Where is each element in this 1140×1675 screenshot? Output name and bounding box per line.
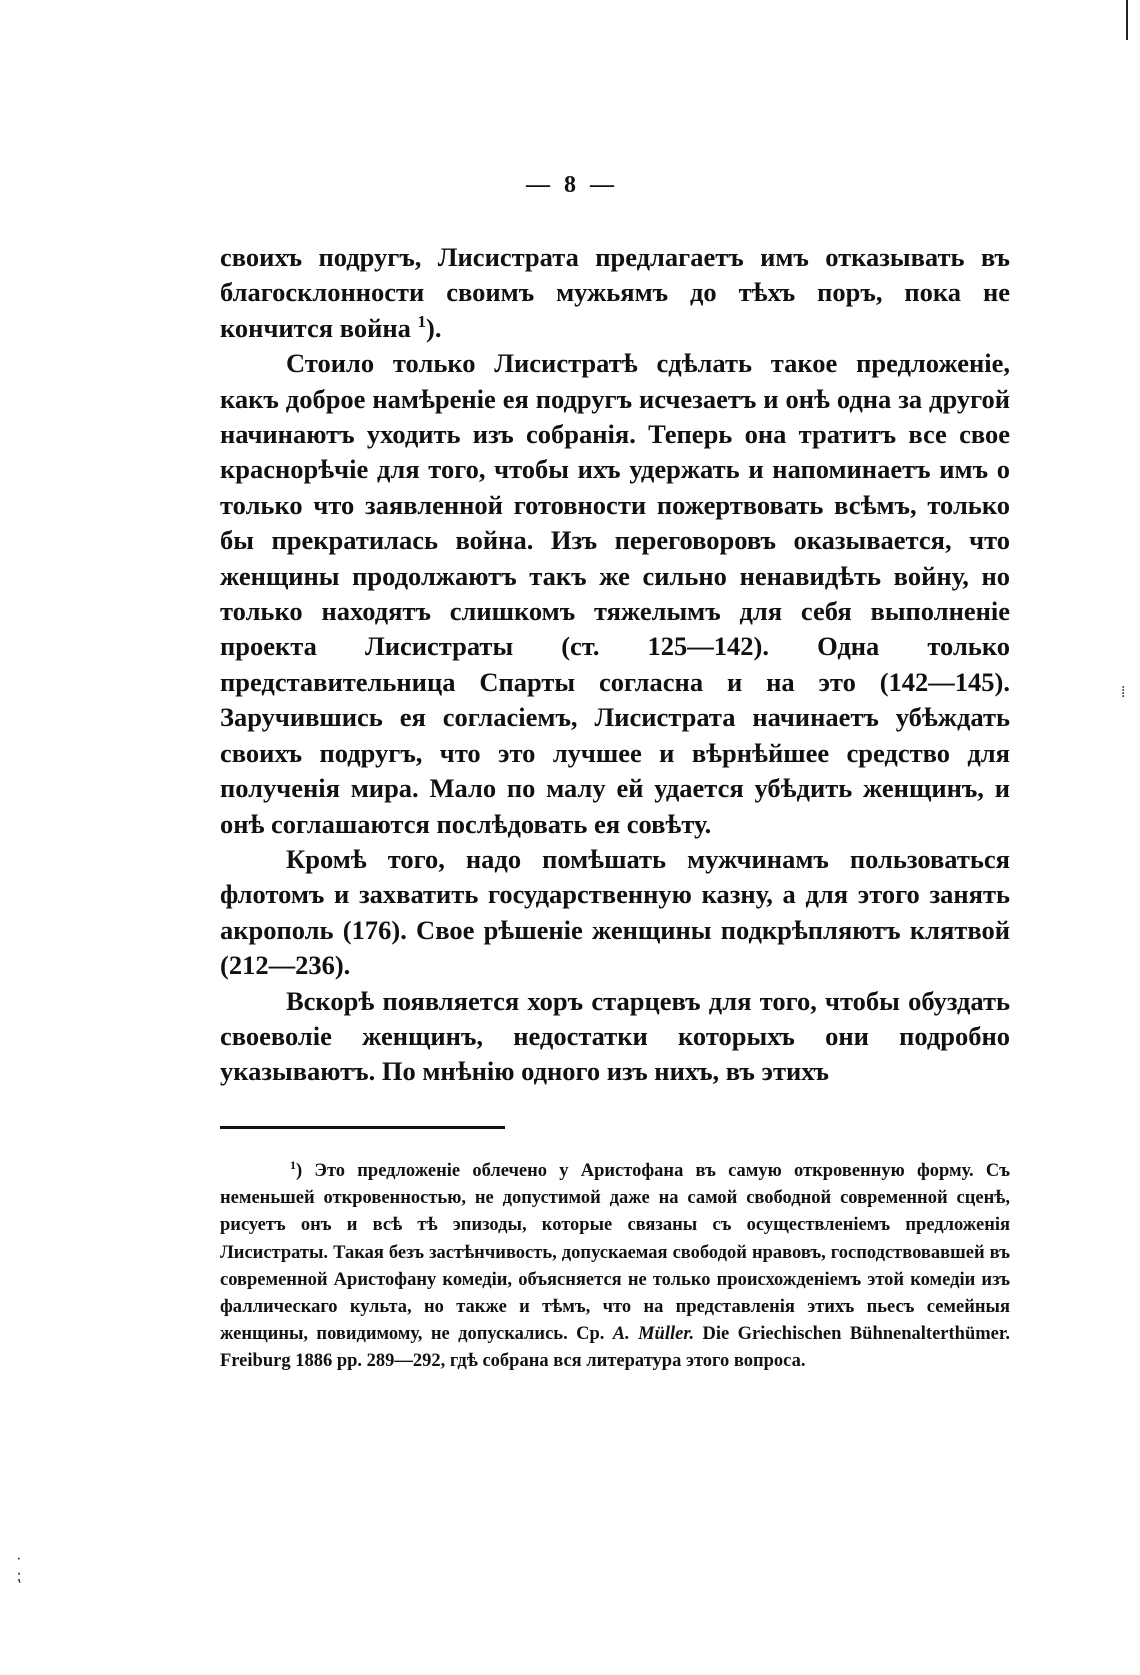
- page-number-value: 8: [564, 172, 576, 198]
- footnote-ref[interactable]: 1: [417, 311, 427, 331]
- paragraph-1-tail: ).: [426, 312, 442, 343]
- footnote-text-before: Это предложеніе облечено у Аристофана въ самую откровенную форму. Съ неменьшей откровенностью, не допустимой даже на самой свободной современной сценѣ, рисуетъ онъ и всѣ тѣ эпизоды, которые связаны съ осуществленіемъ предложенія Лисистраты. Такая безъ застѣнчивость, допускаемая свободой нравовъ, господствовавшей въ современной Аристофану комедіи, объясняется не только происхожденіемъ этой комедіи изъ фаллическаго культа, но также и тѣмъ, что на представленія этихъ пьесъ семейныя женщины, повидимому, не допускались. Ср.: [220, 1161, 1011, 1345]
- page-number: [0, 172, 1140, 199]
- footnote: [220, 1158, 1010, 1376]
- scan-edge-line: [1126, 0, 1128, 40]
- margin-mark-left-1: ·: [16, 1551, 22, 1568]
- footnote-text-after: Die Griechischen Bühnenalterthümer. Freiburg 1886 pp. 289—292, гдѣ собрана вся литература этого вопроса.: [220, 1324, 1010, 1372]
- paragraph-1-text: своихъ подругъ, Лисистрата предлагаетъ имъ отказывать въ благосклонности своимъ мужьямъ до тѣхъ поръ, пока не кончится война: [220, 242, 1010, 343]
- paragraph-1: [220, 240, 1010, 346]
- paragraph-3: Кромѣ того, надо помѣшать мужчинамъ пользоваться флотомъ и захватить государственную казну, а для этого занять акрополь (176). Свое рѣшеніе женщины подкрѣпляютъ клятвой (212—236).: [220, 843, 1010, 981]
- paragraph-2: Стоило только Лисистратѣ сдѣлать такое предложеніе, какъ доброе намѣреніе ея подругъ исчезаетъ и онѣ одна за другой начинаютъ уходить изъ собранія. Теперь она тратитъ все свое краснорѣчіе для того, чтобы ихъ удержать и напоминаетъ имъ о только что заявленной готовности пожертвовать всѣмъ, только бы прекратилась война. Изъ переговоровъ оказывается, что женщины продолжаютъ такъ же сильно ненавидѣть войну, но только находятъ слишкомъ тяжелымъ для себя выполненіе проекта Лисистраты (ст. 125—142). Одна только представительница Спарты согласна и на это (142—145). Заручившись ея согласіемъ, Лисистрата начинаетъ убѣждать своихъ подругъ, что это лучшее и вѣрнѣйшее средство для полученія мира. Мало по малу ей удается убѣдить женщинъ, и онѣ соглашаются послѣдовать ея совѣту.: [220, 348, 1010, 839]
- footnote-author: A. Müller.: [612, 1324, 695, 1345]
- paragraph-4: Вскорѣ появляется хоръ старцевъ для того, чтобы обуздать своеволіе женщинъ, недостатки которыхъ они подробно указываютъ. По мнѣнію одного изъ нихъ, въ этихъ: [220, 985, 1010, 1087]
- page-number-dash-left: —: [526, 172, 550, 198]
- margin-mark-right: ⁞: [1121, 684, 1126, 701]
- footnote-mark-close: ): [296, 1161, 303, 1181]
- footnote-mark: 1: [290, 1157, 296, 1172]
- margin-mark-left-2: ⁏: [16, 1568, 22, 1585]
- main-text: [220, 240, 1010, 1090]
- footnote-rule: [220, 1126, 505, 1129]
- page-number-dash-right: —: [590, 172, 614, 198]
